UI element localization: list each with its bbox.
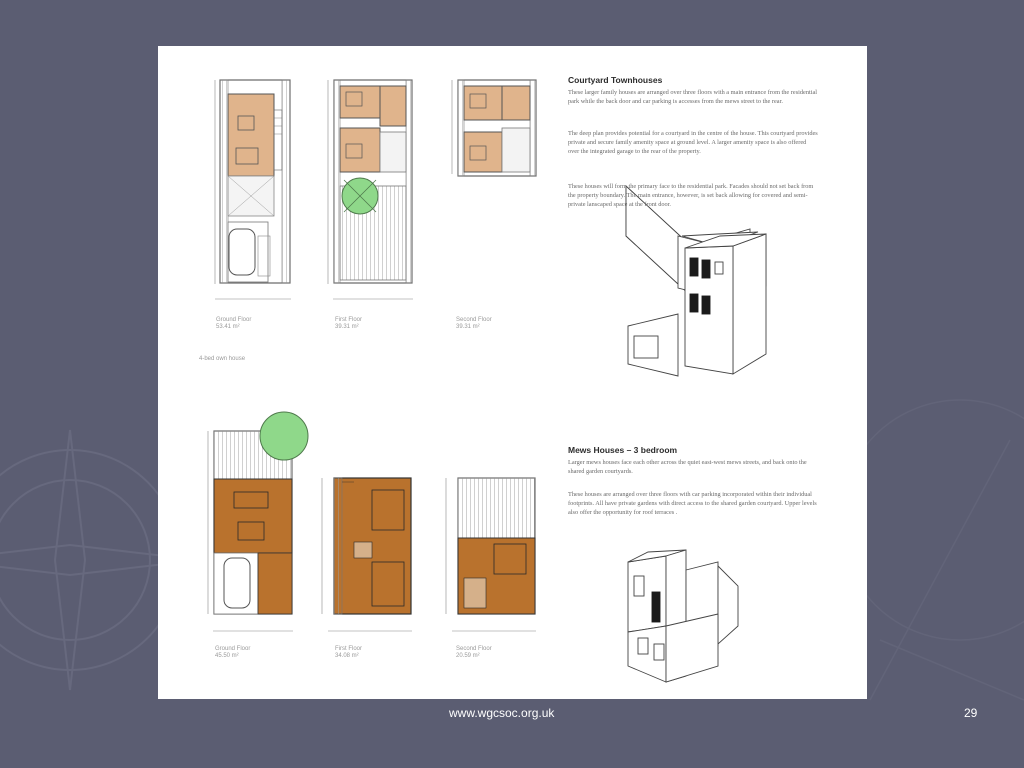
mews-title: Mews Houses – 3 bedroom <box>568 445 678 455</box>
floor-area: 39.31 m² <box>335 324 359 330</box>
courtyard-second-floor-plan <box>452 80 536 176</box>
mews-first-floor-caption <box>335 646 362 660</box>
mews-second-floor-caption <box>456 646 492 660</box>
compass-watermark-right-icon <box>840 400 1024 700</box>
floor-label: Second Floor <box>456 317 492 323</box>
mews-ground-floor-plan <box>208 412 308 631</box>
floor-area: 20.59 m² <box>456 653 480 659</box>
page-number: 29 <box>964 706 978 720</box>
mews-second-floor-plan <box>446 478 536 631</box>
footer-url: www.wgcsoc.org.uk <box>449 706 555 720</box>
courtyard-ground-floor-caption <box>216 317 251 331</box>
mews-ground-floor-caption <box>215 646 250 660</box>
courtyard-first-floor-plan <box>328 80 413 299</box>
floor-area: 39.31 m² <box>456 324 480 330</box>
floor-label: Second Floor <box>456 646 492 652</box>
courtyard-paragraph-1: These larger family houses are arranged over three floors with a main entrance from the residential park while the back door and car parking is accesses from the mews street to the rear. <box>568 89 818 105</box>
courtyard-second-floor-caption <box>456 317 492 331</box>
floor-label: Ground Floor <box>215 646 251 652</box>
house-type-label: 4-bed own house <box>199 356 246 362</box>
courtyard-title: Courtyard Townhouses <box>568 75 663 85</box>
mews-paragraph-2: These houses are arranged over three floors with car parking incorporated within their individual footprints. All have private gardens with direct access to the shared garden courtyard. Upper levels also offer the opportunity for roof terraces . <box>568 491 817 516</box>
courtyard-first-floor-caption <box>335 317 362 331</box>
floor-label: First Floor <box>335 317 362 323</box>
floor-area: 34.08 m² <box>335 653 359 659</box>
floor-label: Ground Floor <box>216 317 252 323</box>
courtyard-paragraph-3: These houses will form the primary face to the residential park. Facades should not set back from the property boundary. The main entrance, however, is set back allowing for covered and semi-private lanscaped space at the front door. <box>568 183 814 208</box>
floor-area: 45.50 m² <box>215 653 239 659</box>
courtyard-townhouse-isometric-sketch <box>626 186 766 376</box>
mews-house-isometric-sketch <box>628 550 738 682</box>
garden-tree-icon <box>260 412 308 460</box>
brochure-page <box>158 46 867 699</box>
mews-first-floor-plan <box>322 478 412 631</box>
floor-label: First Floor <box>335 646 362 652</box>
courtyard-paragraph-2: The deep plan provides potential for a courtyard in the centre of the house. This courtyard provides private and secure family amenity space at ground level. A larger amenity space is also offered over the integrated garage to the rear of the property. <box>568 130 818 155</box>
floor-area: 53.41 m² <box>216 324 240 330</box>
courtyard-ground-floor-plan <box>215 80 291 299</box>
mews-paragraph-1: Larger mews houses face each other across the quiet east-west mews streets, and back onto the shared garden courtyards. <box>568 459 807 475</box>
